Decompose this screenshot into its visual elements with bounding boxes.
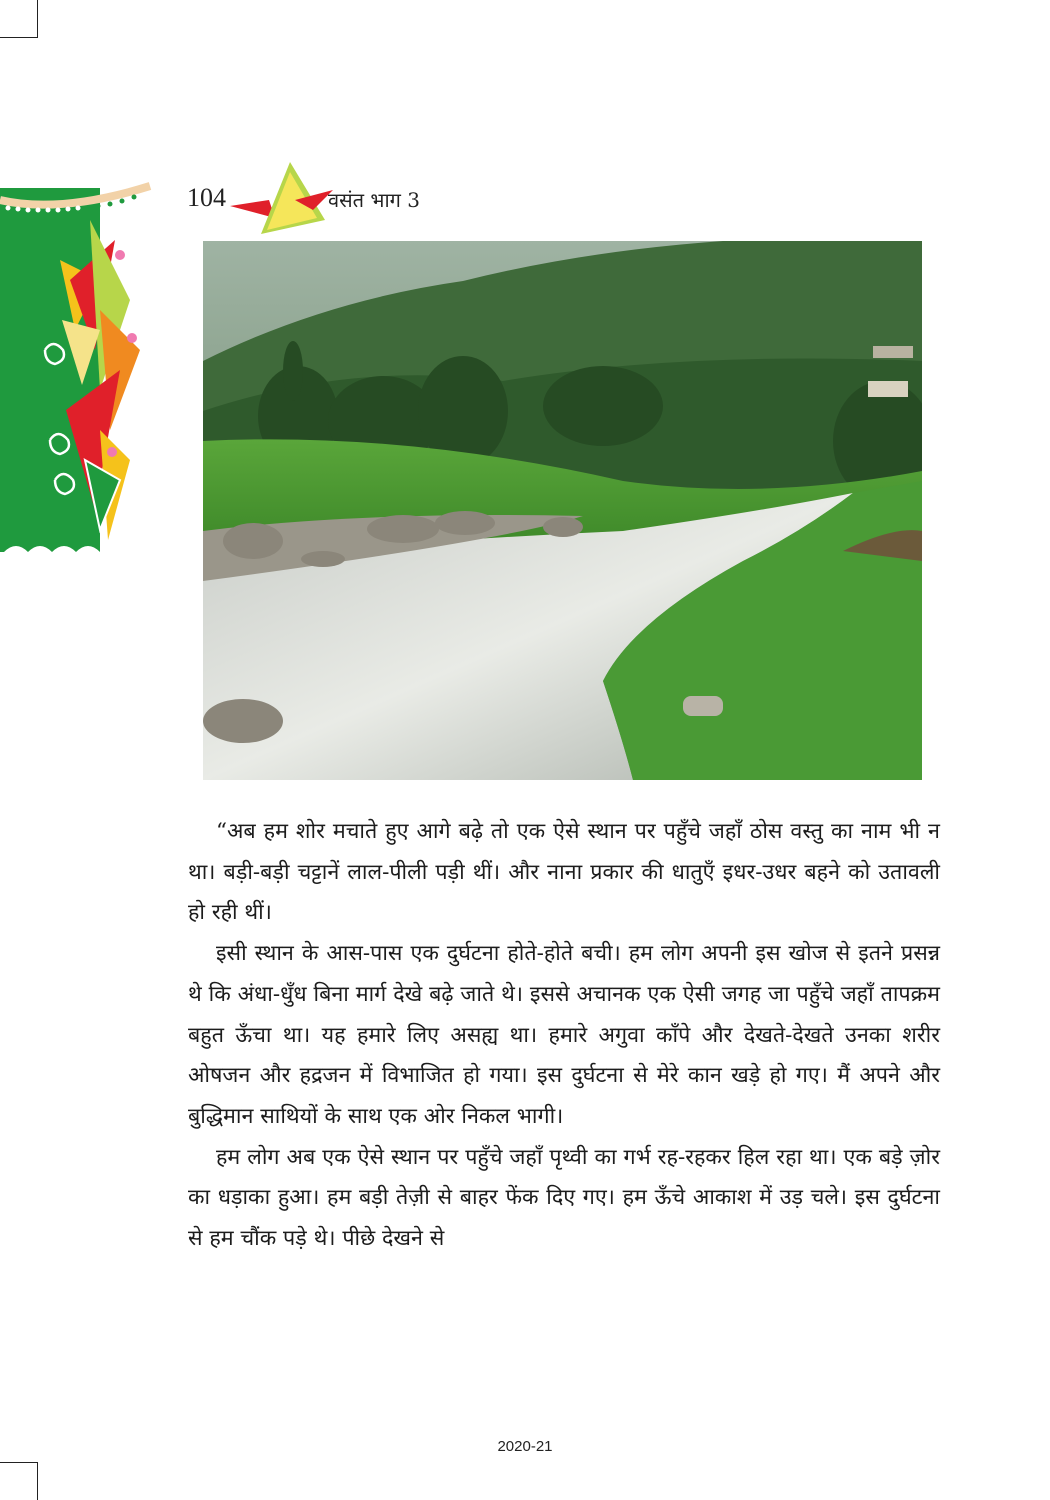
paragraph: इसी स्थान के आस-पास एक दुर्घटना होते-होते बची। हम लोग अपनी इस खोज से इतने प्रसन्न थे कि अंधा-धुँध बिना मार्ग देखे बढ़े जाते थे। इससे अचानक एक ऐसी जगह जा पहुँचे जहाँ तापक्रम बहुत ऊँचा था। यह हमारे लिए असह्य था। हमारे अगुवा काँपे और देखते-देखते उनका शरीर ओषजन और हद्रजन में विभाजित हो गया। इस दुर्घटना से मेरे कान खड़े हो गए। मैं अपने और बुद्धिमान साथियों के साथ एक ओर निकल भागी। xyxy=(188,941,940,1129)
crop-mark-bottom-vertical xyxy=(37,1462,38,1500)
footer-year: 2020-21 xyxy=(497,1438,553,1455)
paragraph: “अब हम शोर मचाते हुए आगे बढ़े तो एक ऐसे स्थान पर पहुँचे जहाँ ठोस वस्तु का नाम भी न था। बड़ी-बड़ी चट्टानें लाल-पीली पड़ी थीं। और नाना प्रकार की धातुएँ इधर-उधर बहने को उतावली हो रही थीं। xyxy=(188,819,940,926)
book-title: वसंत भाग 3 xyxy=(328,188,420,212)
page-number: 104 xyxy=(187,183,226,212)
triangle-ornament-icon xyxy=(225,160,335,236)
crop-mark-top-vertical xyxy=(37,0,38,38)
side-ornament xyxy=(0,180,160,560)
crop-mark-bottom-horizontal xyxy=(0,1462,38,1463)
crop-mark-top-horizontal xyxy=(0,37,38,38)
paragraph: हम लोग अब एक ऐसे स्थान पर पहुँचे जहाँ पृथ्वी का गर्भ रह-रहकर हिल रहा था। एक बड़े ज़ोर का धड़ाका हुआ। हम बड़ी तेज़ी से बाहर फेंक दिए गए। हम ऊँचे आकाश में उड़ चले। इस दुर्घटना से हम चौंक पड़े थे। पीछे देखने से xyxy=(188,1144,940,1252)
body-text xyxy=(188,812,940,1260)
river-photo xyxy=(203,241,922,780)
